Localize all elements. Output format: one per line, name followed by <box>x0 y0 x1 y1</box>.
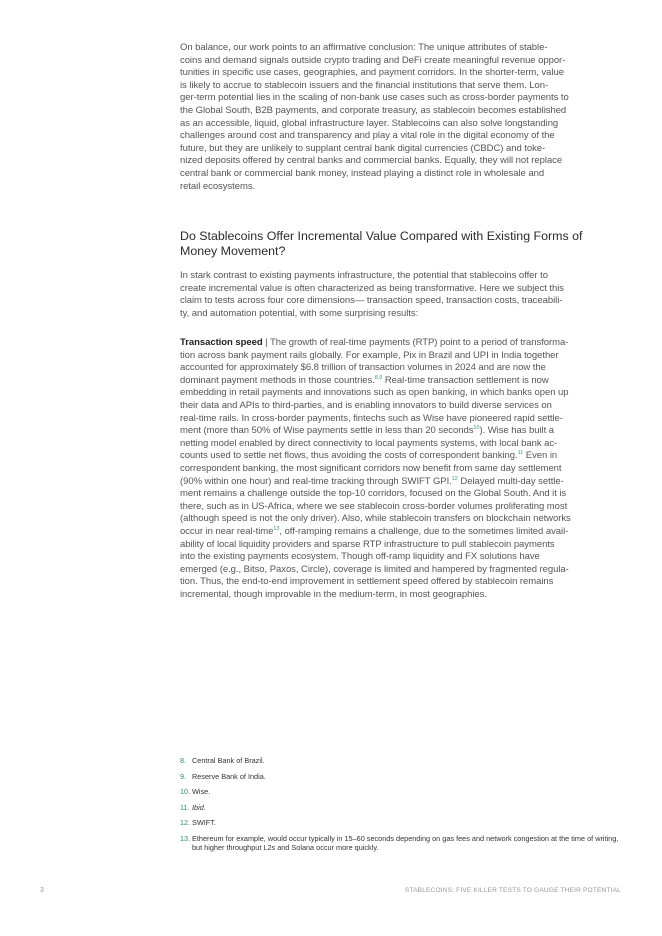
footnotes <box>180 756 625 859</box>
text-line: correspondent banking, the most significant corridors now benefit from same day settlement <box>180 462 562 474</box>
text-line <box>180 375 620 388</box>
footnote-ref[interactable]: 10 <box>473 425 480 432</box>
text-line: In stark contrast to existing payments infrastructure, the potential that stablecoins offer to <box>180 270 548 281</box>
text-line: retail ecosystems. <box>180 180 256 192</box>
bold-label: Transaction speed <box>180 337 263 348</box>
text-span: ment (more than 50% of Wise payments settle in less than 20 seconds <box>180 425 474 437</box>
text-span: , off-ramping remains a challenge, due to the sometimes limited avail- <box>279 525 569 537</box>
text-line: (although speed is not the only driver). Also, while stablecoin transfers on blockchain networks <box>180 513 571 525</box>
text-line: On balance, our work points to an affirmative conclusion: The unique attributes of stable- <box>180 42 548 53</box>
text-line: coins and demand signals outside crypto trading and DeFi create meaningful revenue oppor- <box>180 54 566 66</box>
text-line: tion across bank payment rails globally. For example, Pix in Brazil and UPI in India together <box>180 349 559 361</box>
text-line <box>180 476 620 489</box>
footnote-number: 9. <box>180 771 187 781</box>
footnote-number: 13. <box>180 833 191 843</box>
text-span: occur in near real-time <box>180 525 274 537</box>
text-line: into the existing payments ecosystem. Though off-ramp liquidity and FX solutions have <box>180 551 540 563</box>
footnote-ref[interactable]: 12 <box>451 475 458 482</box>
text-line: tion. Thus, the end-to-end improvement in settlement speed offered by stablecoin remains <box>180 576 554 588</box>
text-line: central bank or commercial bank money, instead playing a distinct role in wholesale and <box>180 167 545 179</box>
text-line: ger-term potential lies in the scaling of non-bank use cases such as cross-border payments to <box>180 92 569 104</box>
footnote-item <box>180 818 625 828</box>
text-line: as an accessible, liquid, global infrastructure layer. Stablecoins can also solve longstanding <box>180 117 559 129</box>
lead-paragraph <box>180 270 620 320</box>
footnote-item <box>180 772 625 782</box>
heading-line: Money Movement? <box>180 243 286 258</box>
text-line <box>180 526 620 539</box>
footnote-ref[interactable]: 8,9 <box>374 374 383 381</box>
footnote-number: 10. <box>180 787 191 796</box>
footnote-text: Central Bank of Brazil. <box>192 756 265 765</box>
text-line: real-time rails. In cross-border payments, fintechs such as Wise have pioneered rapid settle- <box>180 412 563 424</box>
footnote-number: 8. <box>180 756 187 765</box>
footnote-text: Ibid. <box>192 802 206 812</box>
footnote-text: SWIFT. <box>192 818 216 827</box>
text-line <box>180 337 620 350</box>
text-line: challenges around cost and transparency and play a vital role in the digital economy of the <box>180 130 555 142</box>
text-line: future, but they are unlikely to supplant central bank digital currencies (CBDC) and toke- <box>180 142 546 154</box>
text-line <box>180 450 620 463</box>
footnote-number: 12. <box>180 818 191 827</box>
text-span: Delayed multi-day settle- <box>457 475 564 487</box>
text-span: dominant payment methods in those countries. <box>180 374 375 386</box>
footnote-number: 11. <box>180 802 190 812</box>
text-line: incremental, though improvable in the medium-term, in most geographies. <box>180 588 487 600</box>
heading-line: Do Stablecoins Offer Incremental Value Compared with Existing Forms of <box>180 229 583 243</box>
page-number: 3 <box>40 887 44 894</box>
text-line: is likely to accrue to stablecoin issuers and the financial institutions that serve them. Lon- <box>180 79 549 91</box>
text-span: (90% within one hour) and real-time tracking through SWIFT GPI. <box>180 475 452 487</box>
text-span: ). Wise has built a <box>479 425 555 437</box>
text-span: Real-time transaction settlement is now <box>382 374 549 386</box>
text-line: accounted for approximately $6.8 trillion of transaction volumes in 2024 and are now the <box>180 362 546 374</box>
text-line: their data and APIs to third-parties, and is enabling innovators to build diverse services on <box>180 399 552 411</box>
footnote-text: Reserve Bank of India. <box>192 771 266 781</box>
text-line: create incremental value is often characterized as being transformative. Here we subject this <box>180 282 564 294</box>
footnote-text: Wise. <box>192 787 211 796</box>
running-footer-title: STABLECOINS: FIVE KILLER TESTS TO GAUGE THEIR POTENTIAL <box>404 887 621 894</box>
text-line: ability of local liquidity providers and sparse RTP infrastructure to pull stablecoin payments <box>180 538 555 550</box>
text-span: | The growth of real-time payments (RTP) point to a period of transforma- <box>262 337 569 348</box>
text-line <box>180 425 620 438</box>
text-line: the Global South, B2B payments, and corporate treasury, as stablecoin becomes established <box>180 104 567 116</box>
footnote-ref[interactable]: 13 <box>273 525 280 532</box>
text-line: claim to tests across four core dimensions— transaction speed, transaction costs, traceabili- <box>180 295 563 307</box>
footnote-item <box>180 787 625 797</box>
transaction-speed-paragraph <box>180 337 620 601</box>
text-span: counts used to settle net flows, thus avoiding the costs of correspondent banking. <box>180 450 518 462</box>
text-span: Even in <box>523 450 558 462</box>
footnote-item <box>180 834 625 853</box>
text-line: there, such as in US-Africa, where we see stablecoin cross-border volumes proliferating most <box>180 500 568 512</box>
footnote-item <box>180 803 625 813</box>
footnote-item <box>180 756 625 766</box>
section-heading <box>180 229 620 258</box>
text-line: ty, and automation potential, with some surprising results: <box>180 307 419 319</box>
text-line: tunities in specific use cases, geographies, and payment corridors. In the shorter-term, value <box>180 67 564 79</box>
intro-paragraph <box>180 42 620 193</box>
text-line: netting model enabled by direct connectivity to local payments systems, with local bank ac- <box>180 437 558 449</box>
text-line: ment remains a challenge outside the top-10 corridors, focused on the Global South. And it is <box>180 488 567 500</box>
text-line: nized deposits offered by central banks and commercial banks. Equally, they will not replace <box>180 155 563 167</box>
text-line: emerged (e.g., Bitso, Paxos, Circle), coverage is limited and hampered by fragmented regula- <box>180 563 569 575</box>
footnote-text: Ethereum for example, would occur typically in 15–60 seconds depending on gas fees and network congestion at the time of writing, but higher throughput L2s and Solana occur more quickly. <box>192 833 619 852</box>
footnote-ref[interactable]: 11 <box>517 450 524 457</box>
text-line: embedding in retail payments and innovations such as open banking, in which banks open up <box>180 387 569 399</box>
